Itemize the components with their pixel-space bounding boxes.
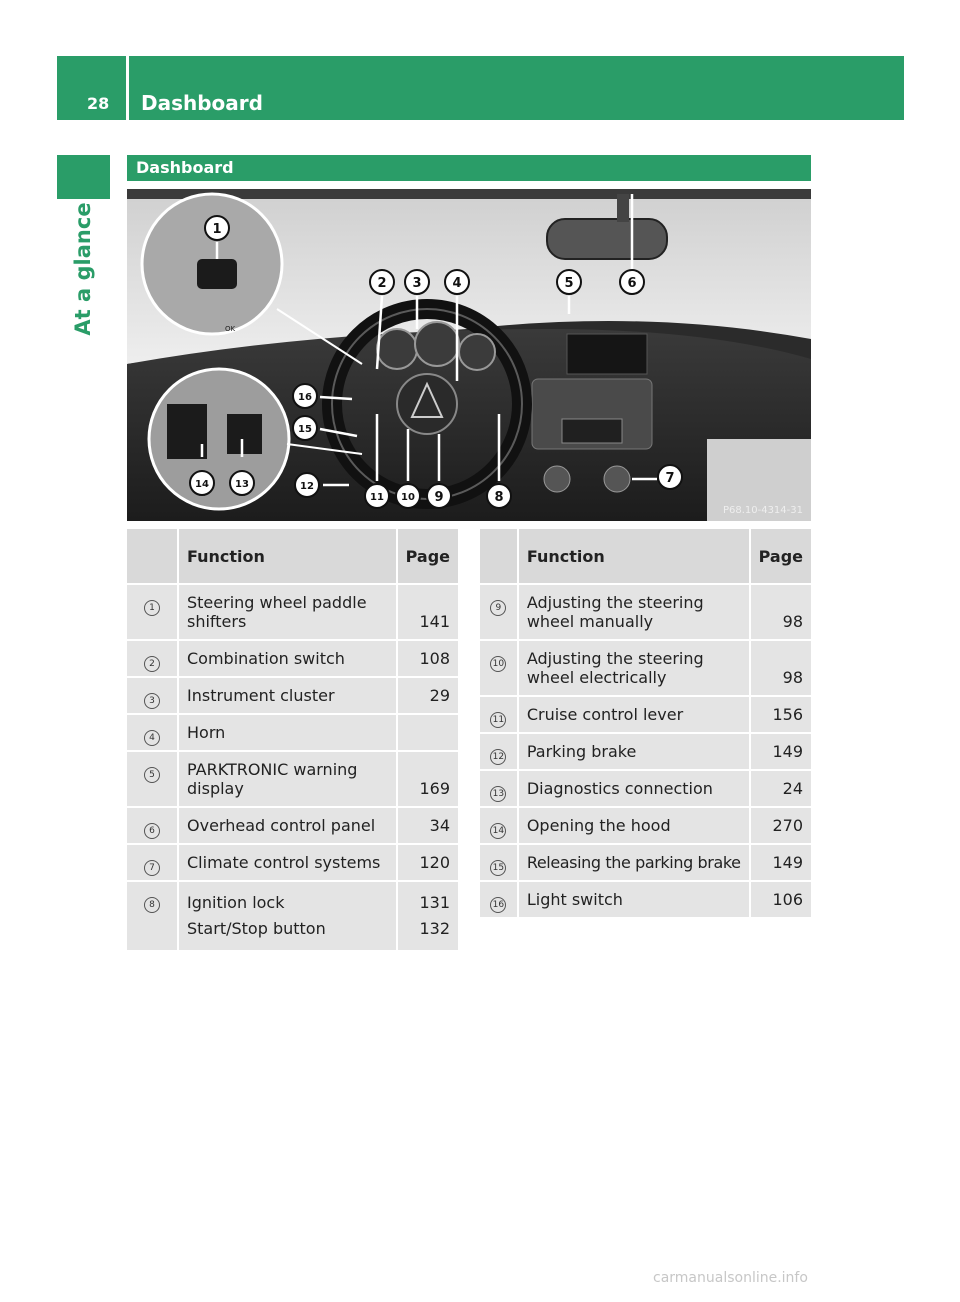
photo-code: P68.10-4314-31 — [722, 505, 803, 516]
row-page: 156 — [750, 696, 811, 733]
item-number-badge: 11 — [490, 712, 506, 728]
row-page: 34 — [397, 807, 458, 844]
climate-knob-right — [604, 466, 630, 492]
item-number-badge: 10 — [490, 656, 506, 672]
header-page: Page — [750, 529, 811, 584]
row-function: Cruise control lever — [518, 696, 750, 733]
table-row — [480, 881, 811, 918]
gauge-center — [415, 322, 459, 366]
table-row — [127, 640, 458, 677]
table-row — [480, 584, 811, 640]
radio-unit — [562, 419, 622, 443]
item-number-badge: 9 — [490, 600, 506, 616]
climate-knob-left — [544, 466, 570, 492]
row-function: Instrument cluster — [178, 677, 397, 714]
function-table-right — [480, 529, 811, 919]
callout-7 — [658, 465, 682, 489]
callout-13 — [230, 471, 254, 495]
table-header-row — [127, 529, 458, 584]
row-page: 169 — [397, 751, 458, 807]
row-function: Climate control systems — [178, 844, 397, 881]
callout-3-label: 3 — [412, 276, 422, 291]
row-function: Diagnostics connection — [518, 770, 750, 807]
callout-16 — [293, 384, 317, 408]
section-heading: Dashboard — [127, 155, 811, 181]
callout-13-label: 13 — [235, 479, 249, 490]
function-table-left — [127, 529, 458, 952]
row-page: 270 — [750, 807, 811, 844]
callout-10 — [396, 484, 420, 508]
row-page: 106 — [750, 881, 811, 918]
rearview-mirror — [547, 219, 667, 259]
callout-11-label: 11 — [370, 492, 384, 503]
item-number-badge: 13 — [490, 786, 506, 802]
row-page: 24 — [750, 770, 811, 807]
callout-5 — [557, 270, 581, 294]
center-display — [567, 334, 647, 374]
row-function: Combination switch — [178, 640, 397, 677]
table-row — [480, 807, 811, 844]
callout-12 — [295, 473, 319, 497]
callout-2-label: 2 — [377, 276, 387, 291]
header-page: Page — [397, 529, 458, 584]
callout-12-label: 12 — [300, 481, 314, 492]
row-page: 120 — [397, 844, 458, 881]
callout-2 — [370, 270, 394, 294]
row-function: Steering wheel paddle shifters — [178, 584, 397, 640]
paddle-shifter — [197, 259, 237, 289]
callout-1 — [205, 216, 229, 240]
callout-9-label: 9 — [434, 490, 444, 505]
callout-15 — [293, 416, 317, 440]
row-page-secondary: 132 — [419, 919, 450, 938]
item-number-badge: 15 — [490, 860, 506, 876]
row-page: 29 — [397, 677, 458, 714]
item-number-badge: 2 — [144, 656, 160, 672]
row-function: Adjusting the steering wheel electrically — [518, 640, 750, 696]
watermark: carmanualsonline.info — [653, 1270, 808, 1286]
header-divider — [126, 56, 129, 120]
row-function: Opening the hood — [518, 807, 750, 844]
callout-9 — [427, 484, 451, 508]
row-function: Ignition lock — [187, 893, 285, 912]
callout-6-label: 6 — [627, 276, 637, 291]
gauge-left — [377, 329, 417, 369]
callout-14 — [190, 471, 214, 495]
callout-3 — [405, 270, 429, 294]
row-page: 149 — [750, 844, 811, 881]
row-function: Releasing the parking brake — [518, 844, 750, 881]
item-number-badge: 6 — [144, 823, 160, 839]
callout-5-label: 5 — [564, 276, 574, 291]
table-row — [127, 677, 458, 714]
row-function: PARKTRONIC warning display — [178, 751, 397, 807]
table-row — [480, 640, 811, 696]
header-function: Function — [518, 529, 750, 584]
item-number-badge: 16 — [490, 897, 506, 913]
gauge-right — [459, 334, 495, 370]
item-number-badge: 8 — [144, 897, 160, 913]
callout-8 — [487, 484, 511, 508]
table-row — [480, 733, 811, 770]
callout-4 — [445, 270, 469, 294]
row-function: Horn — [178, 714, 397, 751]
callout-6 — [620, 270, 644, 294]
diagnostics-port — [227, 414, 262, 454]
item-number-badge: 5 — [144, 767, 160, 783]
row-function: Parking brake — [518, 733, 750, 770]
header-function: Function — [178, 529, 397, 584]
mirror-mount — [617, 194, 629, 222]
table-row — [127, 751, 458, 807]
callout-16-label: 16 — [298, 392, 312, 403]
row-page: 108 — [397, 640, 458, 677]
table-row — [127, 807, 458, 844]
chapter-title: Dashboard — [141, 91, 263, 115]
row-page — [397, 714, 458, 751]
callout-8-label: 8 — [494, 490, 504, 505]
row-page: 149 — [750, 733, 811, 770]
row-function: Overhead control panel — [178, 807, 397, 844]
table-row — [127, 881, 458, 951]
row-page: 98 — [750, 640, 811, 696]
callout-4-label: 4 — [452, 276, 462, 291]
callout-7-label: 7 — [665, 471, 675, 486]
callout-14-label: 14 — [195, 479, 209, 490]
row-page: 98 — [750, 584, 811, 640]
row-function: Light switch — [518, 881, 750, 918]
table-row — [480, 696, 811, 733]
item-number-badge: 1 — [144, 600, 160, 616]
table-row — [480, 770, 811, 807]
side-tab-label: At a glance — [71, 202, 95, 336]
item-number-badge: 4 — [144, 730, 160, 746]
side-tab — [57, 155, 110, 336]
table-row — [480, 844, 811, 881]
callout-15-label: 15 — [298, 424, 312, 435]
table-row — [127, 844, 458, 881]
row-page: 131 — [419, 893, 450, 912]
side-tab-marker — [57, 155, 110, 199]
table-row — [127, 584, 458, 640]
row-page: 141 — [397, 584, 458, 640]
item-number-badge: 3 — [144, 693, 160, 709]
inset-ok-label: OK — [225, 325, 236, 333]
item-number-badge: 12 — [490, 749, 506, 765]
dashboard-photo — [127, 189, 811, 521]
row-function: Adjusting the steering wheel manually — [518, 584, 750, 640]
page-header — [57, 56, 904, 120]
item-number-badge: 7 — [144, 860, 160, 876]
table-header-row — [480, 529, 811, 584]
page-number: 28 — [87, 94, 110, 113]
callout-11 — [365, 484, 389, 508]
row-function-secondary: Start/Stop button — [187, 919, 326, 938]
side-tab-text — [57, 202, 110, 336]
callout-10-label: 10 — [401, 492, 415, 503]
table-row — [127, 714, 458, 751]
item-number-badge: 14 — [490, 823, 506, 839]
callout-1-label: 1 — [212, 222, 222, 237]
